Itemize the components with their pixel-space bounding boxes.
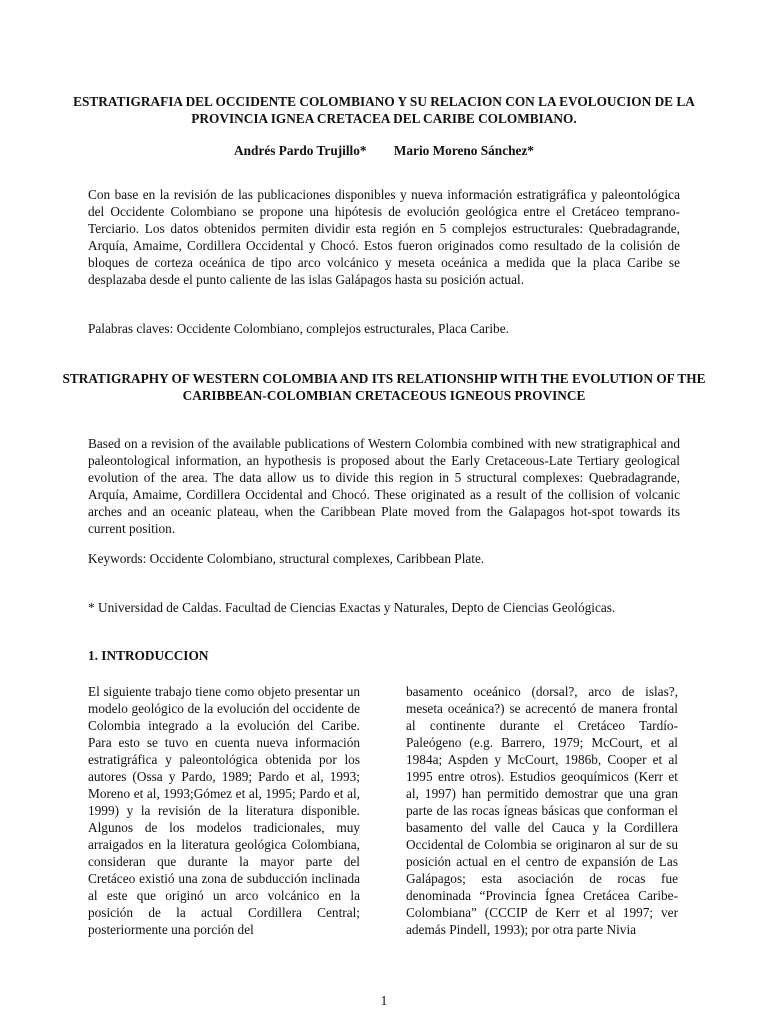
intro-column-left: El siguiente trabajo tiene como objeto presentar un modelo geológico de la evolución del occidente de Colombia integrado a la evolución del Caribe. Para esto se tuvo en cuenta nueva información estratigráfica y paleontológica obtenida por los autores (Ossa y Pardo, 1989; Pardo et al, 1993; Moreno et al, 1993;Gómez et al, 1995; Pardo et al, 1999) y la revisión de la literatura disponible. Algunos de los modelos tradicionales, muy arraigados en la literatura geológica Colombiana, consideran que durante la mayor parte del Cretáceo existió una zona de subducción inclinada al este que originó un arco volcánico en la posición de la actual Cordillera Central; posteriormente una porción del xyxy=(88,684,360,937)
page-number: 1 xyxy=(380,993,388,1008)
spanish-keywords: Palabras claves: Occidente Colombiano, complejos estructurales, Placa Caribe. xyxy=(88,321,509,336)
intro-column-right: basamento oceánico (dorsal?, arco de islas?, meseta oceánica?) se acrecentó de manera frontal al continente durante el Cretáceo Tardío-Paleógeno (e.g. Barrero, 1979; McCourt, et al 1984a; Aspden y McCourt, 1986b, Cooper et al 1995 entre otros). Estudios geoquímicos (Kerr et al, 1997) han permitido demostrar que una gran parte de las rocas ígneas básicas que conforman el basamento del valle del Cauca y la Cordillera Occidental de Colombia se originaron al sur de su posición actual en el centro de expansión de Las Galápagos; esta asociación de rocas fue denominada “Provincia Ígnea Cretácea Caribe-Colombiana” (CCCIP de Kerr et al 1997; ver además Pindell, 1993); por otra parte Nivia xyxy=(406,684,678,937)
spanish-abstract: Con base en la revisión de las publicaciones disponibles y nueva información estratigráfica y paleontológica del Occidente Colombiano se propone una hipótesis de evolución geológica entre el Cretáceo temprano-Terciario. Los datos obtenidos permiten dividir esta región en 5 complejos estructurales: Quebradagrande, Arquía, Amaime, Cordillera Occidental y Chocó. Estos fueron originados como resultado de la colisión de bloques de corteza oceánica de tipo arco volcánico y meseta oceánica a medida que la placa Caribe se desplazaba desde el punto caliente de las islas Galápagos hasta su posición actual. xyxy=(88,187,680,287)
author-1: Andrés Pardo Trujillo* xyxy=(234,143,367,158)
english-title: STRATIGRAPHY OF WESTERN COLOMBIA AND ITS RELATIONSHIP WITH THE EVOLUTION OF THE CARIBBEAN-COLOMBIAN CRETACEOUS IGNEOUS PROVINCE xyxy=(62,371,706,403)
authors-line xyxy=(60,142,708,159)
english-keywords: Keywords: Occidente Colombiano, structural complexes, Caribbean Plate. xyxy=(88,551,485,566)
affiliation-footnote: * Universidad de Caldas. Facultad de Ciencias Exactas y Naturales, Depto de Ciencias Geológicas. xyxy=(88,600,616,615)
section-heading: 1. INTRODUCCION xyxy=(88,648,209,663)
spanish-title: ESTRATIGRAFIA DEL OCCIDENTE COLOMBIANO Y SU RELACION CON LA EVOLOUCION DE LA PROVINCIA IGNEA CRETACEA DEL CARIBE COLOMBIANO. xyxy=(73,94,695,126)
author-2: Mario Moreno Sánchez* xyxy=(393,143,534,158)
english-abstract: Based on a revision of the available publications of Western Colombia combined with new stratigraphical and paleontological information, an hypothesis is proposed about the Early Cretaceous-Late Tertiary geological evolution of the area. The data allow us to divide this region in 5 structural complexes: Quebradagrande, Arquía, Amaime, Cordillera Occidental and Chocó. These originated as a result of the collision of volcanic arches and an oceanic plateau, when the Caribbean Plate moved from the Galapagos hot-spot towards its current position. xyxy=(88,436,680,536)
